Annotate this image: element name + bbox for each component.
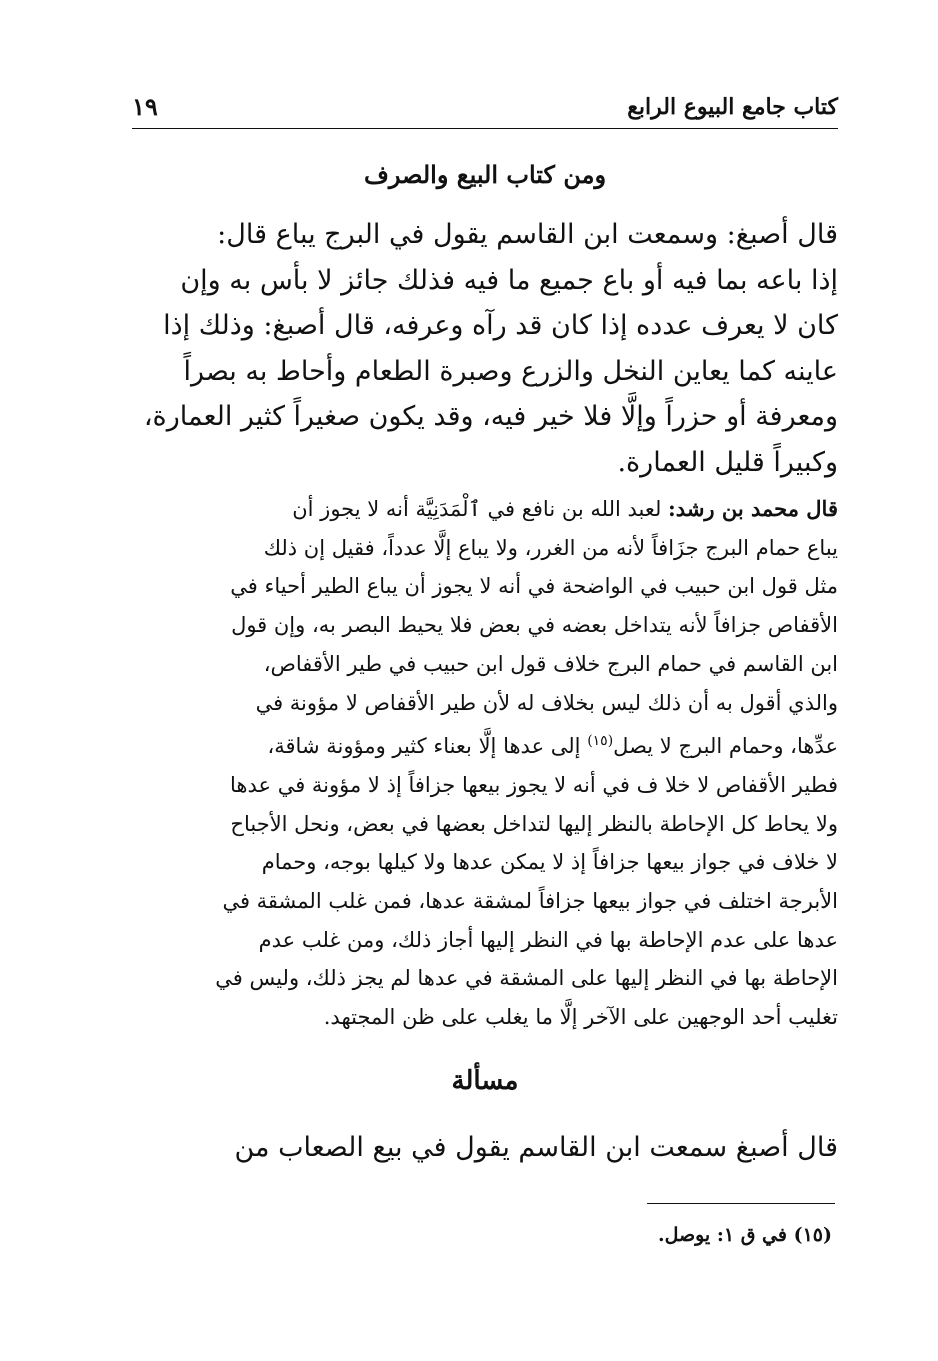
text-line: ابن القاسم في حمام البرج خلاف قول ابن حبيب في طير الأقفاص، [263, 651, 838, 676]
text-segment: إلى عدها إلَّا بعناء كثير ومؤونة شاقة، [267, 734, 588, 759]
paragraph-2 [132, 490, 838, 1037]
running-title: كتاب جامع البيوع الرابع [627, 94, 838, 120]
text-line: الأبرجة اختلف في جواز بيعها جزافاً لمشقة عدها، فمن غلب المشقة في [222, 889, 838, 914]
text-line: فطير الأقفاص لا خلا ف في أنه لا يجوز بيعها جزافاً إذ لا مؤونة في عدها [230, 772, 838, 797]
text-line: إذا باعه بما فيه أو باع جميع ما فيه فذلك جائز لا بأس به وإن [180, 264, 838, 296]
footnote-reference: (١٥) [587, 733, 614, 750]
commentator-lead: قال محمد بن رشد: [668, 496, 838, 521]
text-line [132, 722, 838, 766]
text-line: الإحاطة بها في النظر إليها على المشقة في عدها لم يجز ذلك، وليس في [215, 966, 838, 991]
text-line: وكبيراً قليل العمارة. [617, 446, 838, 478]
footnote: (١٥) في ق ١: يوصل. [657, 1224, 832, 1246]
page-header [132, 88, 838, 129]
paragraph-1 [132, 212, 838, 485]
text-line: يباع حمام البرج جزَافاً لأنه من الغرر، ولا يباع إلَّا عدداً، فقيل إن ذلك [263, 535, 838, 560]
text-segment: عدِّها، وحمام البرج لا يصل [613, 734, 838, 759]
text-line: قال أصبغ: وسمعت ابن القاسم يقول في البرج يباع قال: [217, 219, 838, 250]
text-line: تغليب أحد الوجهين على الآخر إلَّا ما يغلب على ظن المجتهد. [323, 1005, 838, 1030]
text-line: عاينه كما يعاين النخل والزرع وصبرة الطعام وأحاط به بصراً [183, 355, 838, 387]
text-line: لا خلاف في جواز بيعها جزافاً إذ لا يمكن عدها ولا كيلها بوجه، وحمام [261, 850, 838, 875]
text-line: قال أصبغ سمعت ابن القاسم يقول في بيع الصعاب من [234, 1132, 838, 1163]
text-line: ولا يحاط كل الإحاطة بالنظر إليها لتداخل بعضها في بعض، ونحل الأجباح [230, 811, 838, 836]
text-line: ومعرفة أو حزراً وإلَّا فلا خير فيه، وقد يكون صغيراً كثير العمارة، [143, 401, 838, 432]
text-line: مثل قول ابن حبيب في الواضحة في أنه لا يجوز أن يباع الطير أحياء في [230, 574, 838, 599]
text-line [132, 490, 838, 529]
text-line: الأقفاص جزافاً لأنه يتداخل بعضه في بعض فلا يحيط البصر به، وإن قول [231, 613, 838, 638]
text-line: عدها على عدم الإحاطة بها في النظر إليها أجاز ذلك، ومن غلب عدم [258, 927, 838, 952]
section-title: ومن كتاب البيع والصرف [363, 160, 607, 189]
footnote-divider [647, 1203, 835, 1204]
text-segment: لعبد الله بن نافع في ٱلْمَدَنِيَّة أنه لا يجوز أن [292, 497, 669, 521]
paragraph-3 [132, 1125, 838, 1170]
masala-heading: مسألة [451, 1066, 519, 1096]
text-line: والذي أقول به أن ذلك ليس بخلاف له لأن طير الأقفاص لا مؤونة في [255, 690, 838, 715]
page-number: ١٩ [132, 92, 158, 121]
text-line: كان لا يعرف عدده إذا كان قد رآه وعرفه، قال أصبغ: وذلك إذا [163, 310, 838, 341]
